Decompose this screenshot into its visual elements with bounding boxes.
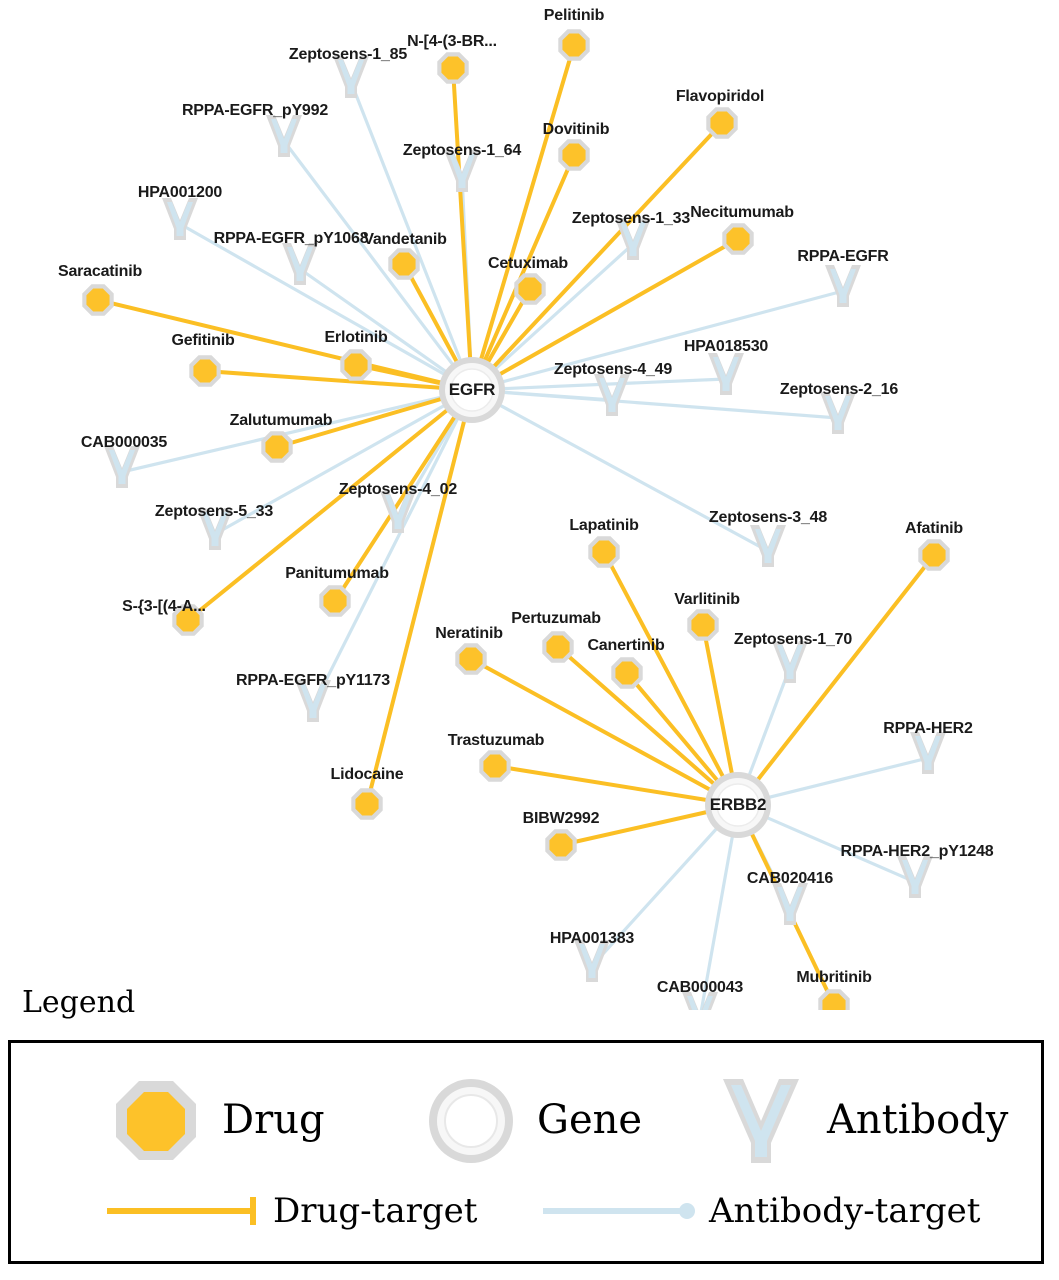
drug-node[interactable]	[82, 284, 113, 315]
legend-label-drug-target: Drug-target	[273, 1191, 478, 1231]
drug-label: Pelitinib	[543, 7, 605, 24]
legend-item-drug-target	[103, 1191, 477, 1231]
drug-node[interactable]	[558, 29, 589, 60]
drug-node[interactable]	[437, 52, 468, 83]
drug-node[interactable]	[611, 657, 642, 688]
drug-node[interactable]	[542, 631, 573, 662]
drug-node[interactable]	[340, 349, 371, 380]
legend-box	[8, 1040, 1044, 1264]
drug-label: Vandetanib	[363, 231, 447, 248]
drug-label: Lidocaine	[330, 766, 404, 783]
antibody-node[interactable]	[104, 446, 140, 488]
antibody-label: CAB020416	[746, 870, 834, 887]
drug-node[interactable]	[455, 643, 486, 674]
drug-node[interactable]	[261, 431, 292, 462]
drug-label: Flavopiridol	[675, 88, 765, 105]
legend-edge-row	[11, 1191, 1041, 1251]
antibody-label: HPA018530	[683, 338, 769, 355]
antibody-label: CAB000043	[656, 979, 744, 996]
legend-label-drug: Drug	[222, 1097, 325, 1143]
legend-item-drug	[106, 1065, 325, 1175]
antibody-label: Zeptosens-1_33	[571, 210, 691, 227]
drug-label: Necitumumab	[690, 204, 794, 221]
legend-item-gene	[421, 1065, 642, 1175]
antibody-label: Zeptosens-5_33	[154, 503, 274, 520]
drug-icon	[106, 1065, 206, 1175]
drug-node[interactable]	[687, 609, 718, 640]
drug-label: Cetuximab	[488, 255, 568, 272]
antibody-icon	[711, 1065, 811, 1175]
drug-node[interactable]	[388, 248, 419, 279]
drug-label: Gefitinib	[171, 332, 235, 349]
drug-node[interactable]	[545, 829, 576, 860]
drug-label: Panitumumab	[285, 565, 389, 582]
legend-item-antibody	[711, 1065, 1008, 1175]
drug-label: Trastuzumab	[447, 732, 545, 749]
legend-label-antibody: Antibody	[827, 1097, 1009, 1143]
drug-node[interactable]	[189, 355, 220, 386]
antibody-label: Zeptosens-2_16	[779, 381, 899, 398]
drug-label: Neratinib	[435, 625, 503, 642]
drug-node[interactable]	[588, 536, 619, 567]
drug-label: Lapatinib	[569, 517, 639, 534]
legend-item-antibody-target	[539, 1191, 980, 1231]
drug-target-edge	[738, 555, 934, 805]
antibody-label: RPPA-EGFR_pY992	[181, 102, 329, 119]
legend-title: Legend	[22, 985, 136, 1020]
legend-label-gene: Gene	[537, 1097, 643, 1143]
gene-icon	[421, 1065, 521, 1175]
antibody-label: Zeptosens-4_02	[338, 481, 458, 498]
drug-label: Pertuzumab	[511, 610, 601, 627]
drug-label: Erlotinib	[324, 329, 388, 346]
drug-label: BIBW2992	[522, 810, 600, 827]
drug-node[interactable]	[479, 750, 510, 781]
antibody-label: HPA001200	[137, 184, 223, 201]
drug-label: Varlitinib	[674, 591, 740, 608]
antibody-label: Zeptosens-4_49	[553, 361, 673, 378]
antibody-label: Zeptosens-1_64	[402, 142, 522, 159]
antibody-node[interactable]	[772, 883, 808, 925]
drug-node[interactable]	[918, 539, 949, 570]
drug-label: Afatinib	[905, 520, 963, 537]
antibody-node[interactable]	[162, 198, 198, 240]
drug-node[interactable]	[558, 139, 589, 170]
drug-node[interactable]	[818, 989, 849, 1010]
antibody-label: HPA001383	[549, 930, 635, 947]
drug-node[interactable]	[351, 788, 382, 819]
drug-node[interactable]	[514, 273, 545, 304]
legend-node-row	[11, 1065, 1041, 1175]
antibody-node[interactable]	[266, 115, 302, 157]
legend-label-antibody-target: Antibody-target	[709, 1191, 981, 1231]
antibody-node[interactable]	[708, 353, 744, 395]
antibody-label: RPPA-HER2	[883, 720, 973, 737]
drug-label: N-[4-(3-BR...	[407, 33, 497, 50]
gene-label: EGFR	[448, 380, 496, 399]
antibody-label: Zeptosens-3_48	[708, 509, 828, 526]
antibody-node[interactable]	[825, 265, 861, 307]
drug-node[interactable]	[722, 223, 753, 254]
antibody-label: RPPA-EGFR_pY1068	[213, 230, 369, 247]
drug-label: Mubritinib	[796, 969, 872, 986]
antibody-label: RPPA-HER2_pY1248	[840, 843, 994, 860]
drug-target-edge	[453, 68, 472, 390]
antibody-label: RPPA-EGFR	[797, 248, 889, 265]
antibody-node[interactable]	[910, 732, 946, 774]
antibody-label: Zeptosens-1_70	[733, 631, 853, 648]
antibody-target-edge	[313, 390, 472, 706]
drug-label: Saracatinib	[57, 263, 143, 280]
antibody-node[interactable]	[594, 374, 630, 416]
antibody-label: RPPA-EGFR_pY1173	[236, 672, 390, 689]
antibody-label: Zeptosens-1_85	[288, 46, 408, 63]
drug-node[interactable]	[319, 585, 350, 616]
antibody-target-edge-icon	[539, 1191, 699, 1231]
drug-label: Zalutumumab	[229, 412, 333, 429]
drug-label: Dovitinib	[542, 121, 610, 138]
antibody-label: CAB000035	[80, 434, 168, 451]
antibody-node[interactable]	[750, 525, 786, 567]
drug-node[interactable]	[706, 107, 737, 138]
drug-target-edge-icon	[103, 1191, 263, 1231]
drug-label: Canertinib	[587, 637, 665, 654]
gene-label: ERBB2	[709, 795, 767, 814]
drug-label: S-{3-[(4-A...	[122, 598, 206, 615]
